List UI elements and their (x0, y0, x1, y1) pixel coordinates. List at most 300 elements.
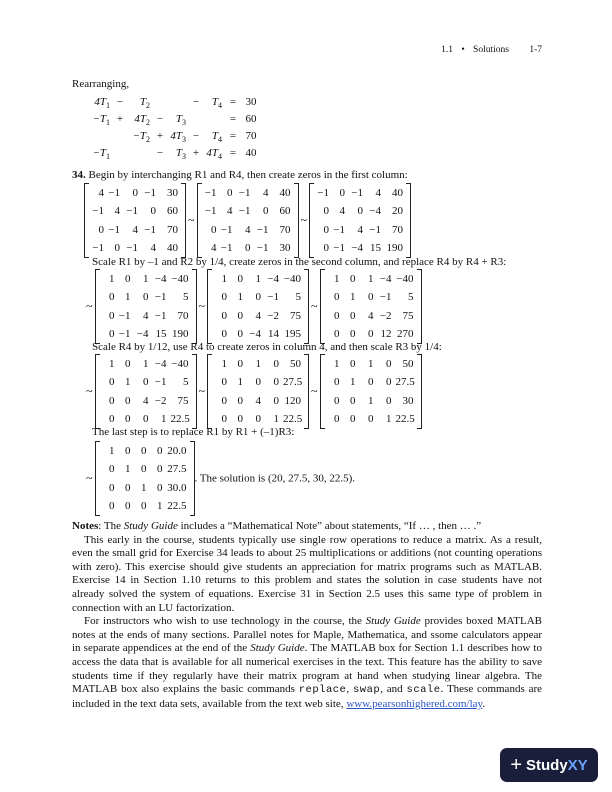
matrix-entry: 22.5 (395, 412, 415, 425)
matrix-entry: −1 (369, 223, 381, 236)
augmented-matrix (197, 182, 299, 259)
matrix-entry: 4 (255, 394, 261, 407)
matrix-entry: 0 (255, 291, 261, 304)
matrix-entry: 4 (339, 205, 345, 218)
matrix-entry: 0 (350, 412, 356, 425)
matrix-entry: 0 (263, 205, 269, 218)
matrix-row-step3 (84, 353, 422, 430)
matrix-entry: 0 (221, 412, 227, 425)
matrix-entry: 0 (237, 327, 243, 340)
matrix-entry: 0 (357, 205, 363, 218)
matrix-entry: −40 (171, 358, 189, 370)
matrix-entry: −1 (154, 291, 167, 304)
notes-paragraph-3: For instructors who wish to use technology in the course, the Study Guide provides boxed MATLAB notes at the ends of many sections. Parallel notes for Maple, Mathematica, and ssome calculators appear in separate appendices at the end of the Study Guide. The MATLAB box for Section 1.1 describes how to access the data that is available for all numerical exercises in the text. This feature has the ability to save students time if they regularly have their matrix program at hand when studying linear algebra. The MATLAB box also explains the basic commands replace, swap, and scale. These commands are included in the text data sets, available from the text web site, www.pearsonhighered.com/lay. (72, 615, 542, 710)
matrix-entry: 0 (109, 481, 115, 494)
matrix-entry: 0 (109, 499, 115, 512)
equation-term (152, 93, 168, 110)
matrix-entry: −1 (238, 205, 251, 218)
matrix-entry: 4 (211, 241, 217, 254)
matrix-entry: 0 (350, 273, 356, 285)
matrix-entry: 4 (98, 187, 104, 199)
matrix-entry: −1 (238, 187, 251, 199)
matrix-entry: 1 (368, 358, 374, 370)
equation-term: + (156, 129, 164, 142)
matrix-entry: 0 (237, 412, 243, 425)
matrix-entry: 70 (177, 309, 189, 322)
matrix-entry: −1 (108, 223, 120, 236)
matrix-entry: 0 (109, 327, 115, 340)
matrix-entry: 1 (141, 481, 147, 494)
matrix-entry: 0 (109, 394, 115, 407)
page-number: 1-7 (529, 45, 542, 55)
equation-term (90, 127, 106, 144)
equation-term (204, 110, 218, 127)
matrix-entry: 1 (350, 376, 356, 389)
matrix-entry: 0 (323, 223, 329, 236)
matrix-entry: 1 (125, 291, 131, 304)
equation-term: T (175, 146, 182, 159)
matrix-entry: 5 (295, 291, 301, 304)
matrix-entry: 1 (334, 273, 340, 285)
matrix-entry: 0 (386, 376, 392, 389)
equation-term: 3 (182, 135, 186, 144)
equation-term: 3 (182, 152, 186, 161)
matrix-entry: 1 (255, 358, 261, 370)
matrix-entry: 1 (386, 412, 392, 425)
matrix-entry: 4 (143, 394, 149, 407)
equation-term: = (229, 112, 237, 125)
matrix-entry: 4 (357, 223, 363, 236)
equation-term (168, 93, 182, 110)
rearranging-label: Rearranging, (72, 78, 130, 90)
equation-term: + (192, 146, 200, 159)
matrix-entry: −1 (92, 205, 104, 218)
row-equivalence-symbol: ~ (198, 384, 205, 399)
matrix-entry: −40 (283, 273, 301, 285)
matrix-entry: −2 (267, 309, 279, 322)
matrix-entry: 4 (245, 223, 251, 236)
equation-term: 40 (245, 146, 257, 159)
brand-name-study: Study (526, 756, 568, 774)
equation-term: T (211, 95, 218, 108)
matrix-entry: −1 (154, 309, 167, 322)
matrix-entry: −1 (204, 205, 217, 218)
equation-row (90, 93, 260, 110)
augmented-matrix (320, 268, 422, 345)
solution-text: . The solution is (20, 27.5, 30, 22.5). (194, 472, 356, 485)
matrix-entry: 0 (109, 309, 115, 322)
matrix-entry: 1 (237, 291, 243, 304)
matrix-entry: 27.5 (167, 463, 187, 476)
matrix-entry: 5 (183, 291, 189, 304)
row-equivalence-symbol: ~ (198, 299, 205, 314)
matrix-entry: 30 (402, 394, 414, 407)
matrix-entry: −1 (92, 241, 104, 254)
matrix-entry: −4 (154, 358, 167, 370)
command-replace: replace (298, 684, 347, 697)
matrix-entry: −1 (118, 327, 131, 340)
matrix-entry: 0 (157, 445, 163, 457)
matrix-entry: 20.0 (167, 445, 187, 457)
matrix-entry: 0 (323, 205, 329, 218)
equation-term: 4T (134, 112, 146, 125)
matrix-entry: 12 (380, 327, 392, 340)
matrix-entry: 30.0 (167, 481, 187, 494)
matrix-entry: 0 (245, 241, 251, 254)
matrix-entry: 40 (392, 187, 403, 199)
page-header (0, 0, 612, 60)
matrix-entry: 0 (237, 358, 243, 370)
row-equivalence-symbol: ~ (86, 299, 93, 314)
matrix-entry: 0 (114, 241, 120, 254)
matrix-entry: −40 (171, 273, 189, 285)
matrix-entry: 50 (402, 358, 414, 370)
matrix-row-step4 (84, 440, 355, 517)
equation-term: − (156, 146, 164, 159)
exercise-number: 34 (72, 169, 83, 181)
matrix-entry: 70 (392, 223, 403, 236)
matrix-entry: 0 (141, 499, 147, 512)
matrix-entry: 0 (237, 394, 243, 407)
matrix-entry: −4 (267, 273, 279, 285)
matrix-entry: 1 (237, 376, 243, 389)
matrix-entry: 60 (279, 205, 291, 218)
matrix-entry: 0 (125, 445, 131, 457)
equation-term (188, 110, 204, 127)
equation-term: 30 (245, 95, 257, 108)
matrix-entry: 1 (368, 273, 374, 285)
notes-paragraph-1: Notes: The Study Guide includes a “Mathematical Note” about statements, “If … , then … .” (72, 520, 482, 532)
matrix-entry: 0 (211, 223, 217, 236)
matrix-entry: 0 (109, 291, 115, 304)
matrix-entry: 1 (255, 273, 261, 285)
matrix-entry: 0 (273, 358, 279, 370)
matrix-entry: 0 (334, 291, 340, 304)
matrix-entry: 0 (334, 376, 340, 389)
equation-term: 4T (94, 95, 106, 108)
matrix-entry: 1 (109, 358, 115, 370)
matrix-entry: 4 (368, 309, 374, 322)
matrix-entry: −1 (154, 376, 167, 389)
matrix-entry: −1 (108, 187, 120, 199)
equation-term: T (175, 112, 182, 125)
matrix-entry: 0 (157, 463, 163, 476)
matrix-entry: 0 (273, 376, 279, 389)
matrix-entry: 5 (183, 376, 189, 389)
equation-term: 1 (106, 101, 110, 110)
matrix-entry: 50 (290, 358, 301, 370)
matrix-entry: 75 (402, 309, 414, 322)
equation-term: 1 (106, 118, 110, 127)
matrix-entry: 40 (167, 241, 178, 254)
augmented-matrix (207, 353, 309, 430)
equation-term: 70 (245, 129, 257, 142)
matrix-entry: −1 (220, 241, 233, 254)
notes-section (72, 520, 542, 711)
matrix-entry: 0 (141, 463, 147, 476)
matrix-entry: 0 (132, 187, 138, 199)
matrix-entry: −2 (154, 394, 167, 407)
matrix-row-step2 (84, 268, 422, 345)
matrix-entry: 0 (221, 394, 227, 407)
matrix-entry: 20 (392, 205, 403, 218)
equation-term: 4 (218, 101, 222, 110)
matrix-entry: 1 (221, 358, 227, 370)
matrix-entry: 0 (109, 463, 115, 476)
matrix-entry: 0 (323, 241, 329, 254)
equation-term (112, 127, 128, 144)
matrix-entry: 0 (339, 187, 345, 199)
matrix-entry: 75 (177, 394, 189, 407)
matrix-entry: 0 (221, 376, 227, 389)
matrix-entry: 0 (273, 394, 279, 407)
matrix-entry: 0 (368, 327, 374, 340)
matrix-entry: −4 (136, 327, 149, 340)
matrix-entry: 0 (227, 187, 233, 199)
matrix-entry: 0 (157, 481, 163, 494)
studyxy-logo[interactable] (500, 748, 598, 782)
matrix-entry: 15 (370, 241, 381, 254)
matrix-entry: 30 (279, 241, 291, 254)
bullet: • (461, 45, 465, 55)
augmented-matrix (95, 353, 197, 430)
equation-row (90, 127, 260, 144)
matrix-entry: 14 (268, 327, 279, 340)
row-equivalence-symbol: ~ (86, 384, 93, 399)
matrix-entry: 0 (255, 412, 261, 425)
matrix-entry: −4 (379, 273, 392, 285)
section-number: 1.1 (441, 45, 453, 55)
matrix-entry: 27.5 (395, 376, 415, 389)
matrix-entry: 0 (334, 327, 340, 340)
matrix-entry: 1 (109, 273, 115, 285)
matrix-entry: 0 (143, 412, 149, 425)
matrix-entry: 22.5 (283, 412, 303, 425)
augmented-matrix (320, 353, 422, 430)
matrix-entry: 190 (172, 327, 189, 340)
matrix-entry: 0 (143, 376, 149, 389)
step3-text: Scale R4 by 1/12, use R4 to create zeros in column 4, and then scale R3 by 1/4: (92, 341, 442, 353)
matrix-entry: 70 (167, 223, 178, 236)
matrix-entry: −1 (333, 241, 345, 254)
row-equivalence-symbol: ~ (311, 299, 318, 314)
matrix-entry: 0 (109, 412, 115, 425)
matrix-entry: 0 (350, 309, 356, 322)
matrix-entry: −1 (317, 187, 329, 199)
matrix-entry: 0 (386, 358, 392, 370)
matrix-entry: 1 (161, 412, 167, 425)
command-swap: swap (352, 684, 381, 697)
matrix-entry: 0 (237, 273, 243, 285)
matrix-entry: 60 (167, 205, 178, 218)
equation-term: − (192, 95, 200, 108)
matrix-entry: −1 (220, 223, 233, 236)
equation-term: − (156, 112, 164, 125)
equation-term: − (192, 129, 200, 142)
equation-term: −T (92, 112, 106, 125)
matrix-entry: 1 (157, 499, 163, 512)
matrix-entry: 120 (284, 394, 301, 407)
matrix-entry: 27.5 (283, 376, 303, 389)
matrix-entry: 0 (368, 412, 374, 425)
equation-term (128, 144, 146, 161)
exercise-intro-text: Begin by interchanging R1 and R4, then create zeros in the first column: (88, 169, 408, 181)
matrix-entry: 0 (125, 273, 131, 285)
matrix-entry: −2 (379, 309, 392, 322)
running-head (435, 45, 542, 55)
matrix-entry: 0 (143, 291, 149, 304)
equation-term: = (229, 95, 237, 108)
matrix-entry: 5 (408, 291, 414, 304)
matrix-entry: 1 (273, 412, 279, 425)
equation-term: −T (132, 129, 146, 142)
equation-term: −T (92, 146, 106, 159)
equation-term: − (116, 95, 124, 108)
equation-term: 2 (146, 118, 150, 127)
equation-term: = (229, 129, 237, 142)
exercise-34-intro: 34. Begin by interchanging R1 and R4, then create zeros in the first column: (72, 169, 408, 181)
matrix-entry: 1 (125, 376, 131, 389)
matrix-entry: 0 (221, 291, 227, 304)
equation-term: 2 (146, 101, 150, 110)
matrix-entry: −4 (369, 205, 381, 218)
matrix-entry: 0 (334, 394, 340, 407)
matrix-entry: 1 (125, 463, 131, 476)
matrix-entry: 4 (132, 223, 138, 236)
matrix-entry: −4 (249, 327, 261, 340)
step4-text: The last step is to replace R1 by R1 + (–1)R3: (92, 426, 295, 438)
matrix-entry: 0 (368, 291, 374, 304)
augmented-matrix (309, 182, 411, 259)
matrix-entry: −1 (144, 223, 156, 236)
matrix-entry: −1 (256, 223, 269, 236)
equation-term: 2 (146, 135, 150, 144)
notes-heading: Notes (72, 520, 99, 532)
matrix-entry: −1 (126, 241, 138, 254)
matrix-entry: 0 (334, 412, 340, 425)
matrix-entry: 40 (279, 187, 291, 199)
matrix-entry: −1 (379, 291, 392, 304)
command-scale: scale (406, 684, 441, 697)
matrix-entry: −1 (126, 205, 138, 218)
matrix-entry: −4 (154, 273, 167, 285)
matrix-entry: 22.5 (170, 412, 190, 425)
matrix-entry: 0 (125, 394, 131, 407)
matrix-entry: 70 (279, 223, 291, 236)
matrix-entry: 1 (334, 358, 340, 370)
augmented-matrix (95, 440, 195, 517)
matrix-entry: 0 (125, 412, 131, 425)
matrix-entry: 1 (350, 291, 356, 304)
matrix-entry: −1 (256, 241, 269, 254)
matrix-entry: 4 (150, 241, 156, 254)
matrix-entry: 1 (221, 273, 227, 285)
matrix-entry: −1 (351, 187, 363, 199)
equation-term: = (229, 146, 237, 159)
matrix-entry: 0 (368, 376, 374, 389)
matrix-entry: −4 (351, 241, 363, 254)
matrix-entry: −1 (144, 187, 156, 199)
equation-term: 4 (218, 135, 222, 144)
matrix-entry: 0 (98, 223, 104, 236)
matrix-entry: 270 (397, 327, 414, 340)
row-equivalence-symbol: ~ (311, 384, 318, 399)
matrix-entry: 0 (350, 327, 356, 340)
matrix-entry: 4 (227, 205, 233, 218)
augmented-matrix (207, 268, 309, 345)
brand-name-xy: XY (567, 756, 588, 774)
matrix-entry: 4 (263, 187, 269, 199)
equation-term: 60 (245, 112, 257, 125)
matrix-entry: 15 (155, 327, 167, 340)
equation-term: 3 (182, 118, 186, 127)
matrix-entry: 0 (350, 394, 356, 407)
row-equivalence-symbol: ~ (86, 471, 93, 486)
matrix-entry: 0 (334, 309, 340, 322)
row-equivalence-symbol: ~ (300, 213, 307, 228)
matrix-entry: 0 (221, 327, 227, 340)
matrix-entry: 0 (237, 309, 243, 322)
matrix-entry: 1 (109, 445, 115, 457)
matrix-entry: −1 (267, 291, 279, 304)
equation-term: 1 (106, 152, 110, 161)
matrix-entry: 30 (167, 187, 178, 199)
equation-system (90, 93, 260, 161)
matrix-entry: 1 (143, 273, 149, 285)
matrix-entry: 190 (386, 241, 403, 254)
equation-term: T (211, 129, 218, 142)
matrix-entry: 22.5 (167, 499, 187, 512)
matrix-entry: 0 (125, 499, 131, 512)
equation-row (90, 110, 260, 127)
equation-term: 4 (218, 152, 222, 161)
matrix-row-step1 (84, 182, 411, 259)
matrix-entry: 1 (368, 394, 374, 407)
matrix-entry: −1 (333, 223, 345, 236)
matrix-entry: 1 (143, 358, 149, 370)
step2-text: Scale R1 by –1 and R2 by 1/4, create zeros in the second column, and replace R4 by R4 + R3: (92, 256, 507, 268)
matrix-entry: 195 (284, 327, 301, 340)
pearson-link[interactable]: www.pearsonhighered.com/lay (346, 697, 483, 710)
matrix-entry: −1 (118, 309, 131, 322)
equation-term (112, 144, 128, 161)
equation-term: + (116, 112, 124, 125)
notes-paragraph-2: This early in the course, students typically use single row operations to reduce a matrix. As a result, even the small grid for Exercise 34 leads to about 25 multiplications or additions (not counting operations with zero). This exercise should give students an appreciation for matrix programs such as MATLAB. Exercise 14 in Section 1.10 returns to this problem and states the solution in case students have not already solved the system of equations. Exercise 31 in Section 2.5 uses this same type of problem in connection with an LU factorization. (72, 533, 542, 614)
matrix-entry: 0 (386, 394, 392, 407)
augmented-matrix (84, 182, 186, 259)
matrix-entry: −40 (396, 273, 414, 285)
matrix-entry: 0 (141, 445, 147, 457)
matrix-entry: 0 (255, 376, 261, 389)
equation-row (90, 144, 260, 161)
matrix-entry: 0 (109, 376, 115, 389)
matrix-entry: 75 (290, 309, 301, 322)
matrix-entry: 0 (125, 481, 131, 494)
matrix-entry: 0 (150, 205, 156, 218)
plus-icon: + (510, 754, 522, 776)
matrix-entry: −1 (204, 187, 217, 199)
row-equivalence-symbol: ~ (188, 213, 195, 228)
matrix-entry: 4 (255, 309, 261, 322)
augmented-matrix (95, 268, 197, 345)
equation-term: 4T (170, 129, 182, 142)
matrix-entry: 4 (114, 205, 120, 218)
matrix-entry: 0 (125, 358, 131, 370)
matrix-entry: 0 (221, 309, 227, 322)
matrix-entry: 4 (143, 309, 149, 322)
equation-term: 4T (206, 146, 218, 159)
matrix-entry: 0 (350, 358, 356, 370)
